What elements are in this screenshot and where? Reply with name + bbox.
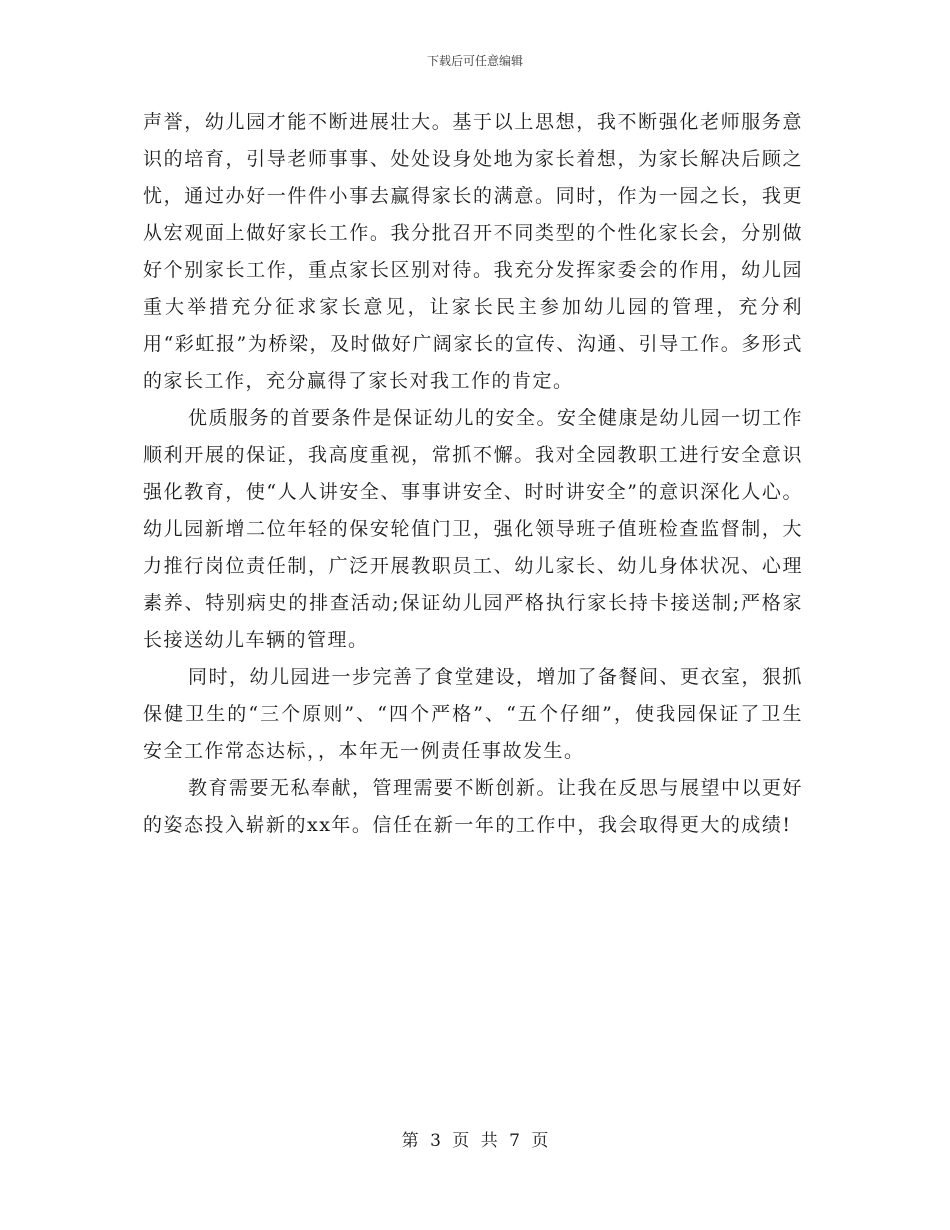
paragraph-canteen: 同时，幼儿园进一步完善了食堂建设，增加了备餐间、更衣室，狠抓保健卫生的“三个原则”、“四个严格”、“五个仔细”，使我园保证了卫生安全工作常态达标，，本年无一例责任事故发生。 xyxy=(143,666,804,762)
page-header: 下载后可任意编辑 xyxy=(426,54,523,68)
paragraph-safety: 优质服务的首要条件是保证幼儿的安全。安全健康是幼儿园一切工作顺利开展的保证，我高度重视，常抓不懈。我对全园教职工进行安全意识强化教育，使“人人讲安全、事事讲安全、时时讲安全”的意识深化人心。幼儿园新增二位年轻的保安轮值门卫，强化领导班子值班检查监督制，大力推行岗位责任制，广泛开展教职员工、幼儿家长、幼儿身体状况、心理素养、特别病史的排查活动;保证幼儿园严格执行家长持卡接送制;严格家长接送幼儿车辆的管理。 xyxy=(143,407,804,651)
page-number: 第 3 页 共 7 页 xyxy=(401,1131,549,1151)
paragraph-parent-work: 声誉，幼儿园才能不断进展壮大。基于以上思想，我不断强化老师服务意识的培育，引导老师事事、处处设身处地为家长着想，为家长解决后顾之忧，通过办好一件件小事去赢得家长的满意。同时，作为一园之长，我更从宏观面上做好家长工作。我分批召开不同类型的个性化家长会，分别做好个别家长工作，重点家长区别对待。我充分发挥家委会的作用，幼儿园重大举措充分征求家长意见，让家长民主参加幼儿园的管理，充分利用“彩虹报”为桥梁，及时做好广阔家长的宣传、沟通、引导工作。多形式的家长工作，充分赢得了家长对我工作的肯定。 xyxy=(143,111,803,392)
document-body xyxy=(143,104,803,844)
paragraph-conclusion: 教育需要无私奉献，管理需要不断创新。让我在反思与展望中以更好的姿态投入崭新的xx年。信任在新一年的工作中，我会取得更大的成绩! xyxy=(143,777,804,836)
